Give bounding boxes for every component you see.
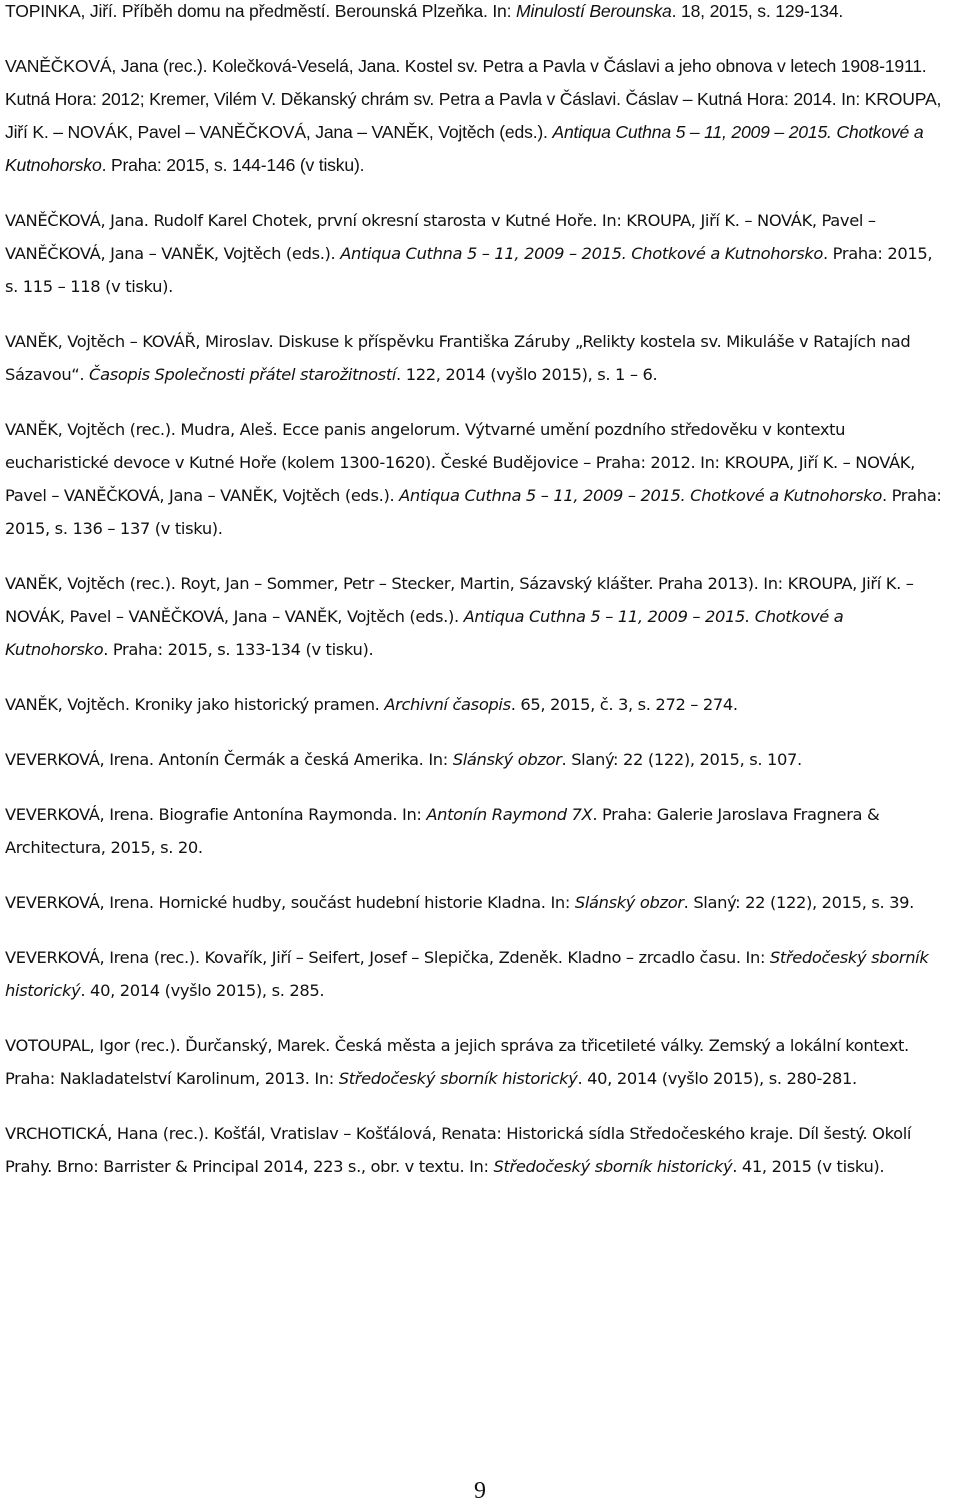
entry-text: VEVERKOVÁ, Irena (rec.). Kovařík, Jiří – Seifert, Josef – Slepička, Zdeněk. Kladno – zrcadlo času. In: [5, 948, 770, 967]
bibliography-entry [5, 567, 950, 666]
bibliography-list [5, 0, 950, 1183]
entry-text: . Praha: Galerie Jaroslava Fragnera & Architectura, 2015, s. 20. [5, 805, 880, 857]
entry-text: . 40, 2014 (vyšlo 2015), s. 280-281. [577, 1069, 857, 1088]
entry-italic-title: Středočeský sborník historický [5, 948, 929, 1000]
entry-text: . Praha: 2015, s. 115 – 118 (v tisku). [5, 244, 933, 296]
entry-italic-title: Slánský obzor [452, 750, 562, 769]
entry-text: . 40, 2014 (vyšlo 2015), s. 285. [80, 981, 325, 1000]
bibliography-entry [5, 413, 950, 545]
entry-text: VEVERKOVÁ, Irena. Antonín Čermák a česká Amerika. In: [5, 750, 453, 769]
bibliography-entry [5, 886, 950, 919]
entry-text: VRCHOTICKÁ, Hana (rec.). Košťál, Vratislav – Košťálová, Renata: Historická sídla Středočeského kraje. Díl šestý. Okolí Prahy. Brno: Barrister & Principal 2014, 223 s., obr. v textu. In: [5, 1124, 912, 1176]
entry-text: VEVERKOVÁ, Irena. Hornické hudby, součást hudební historie Kladna. In: [5, 893, 575, 912]
bibliography-entry [5, 798, 950, 864]
entry-italic-title: Antiqua Cuthna 5 – 11, 2009 – 2015. Chotkové a Kutnohorsko [5, 607, 844, 659]
entry-italic-title: Středočeský sborník historický [493, 1157, 733, 1176]
bibliography-entry [5, 1029, 950, 1095]
entry-italic-title: Archivní časopis [384, 695, 511, 714]
bibliography-entry [5, 743, 950, 776]
bibliography-entry [5, 941, 950, 1007]
page-number: 9 [474, 1478, 486, 1504]
entry-italic-title: Antiqua Cuthna 5 – 11, 2009 – 2015. Chotkové a Kutnohorsko [399, 486, 882, 505]
entry-text: . 18, 2015, s. 129-134. [671, 1, 844, 21]
bibliography-entry [5, 688, 950, 721]
entry-italic-title: Středočeský sborník historický [338, 1069, 578, 1088]
entry-text: . 41, 2015 (v tisku). [732, 1157, 885, 1176]
entry-italic-title: Minulostí Berounska [516, 1, 672, 21]
entry-text: VOTOUPAL, Igor (rec.). Ďurčanský, Marek. Česká města a jejich správa za třicetileté války. Zemský a lokální kontext. Praha: Nakladatelství Karolinum, 2013. In: [5, 1036, 909, 1088]
bibliography-entry [5, 50, 950, 182]
entry-text: . Praha: 2015, s. 144-146 (v tisku). [101, 155, 365, 175]
entry-italic-title: Časopis Společnosti přátel starožitností [89, 365, 397, 384]
bibliography-entry [5, 1117, 950, 1183]
entry-italic-title: Antiqua Cuthna 5 – 11, 2009 – 2015. Chotkové a Kutnohorsko [5, 122, 924, 175]
entry-text: . Praha: 2015, s. 133-134 (v tisku). [103, 640, 374, 659]
bibliography-entry [5, 0, 950, 28]
entry-text: VANĚK, Vojtěch (rec.). Royt, Jan – Sommer, Petr – Stecker, Martin, Sázavský klášter. Praha 2013). In: KROUPA, Jiří K. – NOVÁK, Pavel – VANĚČKOVÁ, Jana – VANĚK, Vojtěch (eds.). [5, 574, 914, 626]
bibliography-entry [5, 325, 950, 391]
entry-text: TOPINKA, Jiří. Příběh domu na předměstí. Berounská Plzeňka. In: [5, 1, 517, 21]
entry-italic-title: Slánský obzor [574, 893, 684, 912]
entry-italic-title: Antiqua Cuthna 5 – 11, 2009 – 2015. Chotkové a Kutnohorsko [340, 244, 824, 263]
entry-text: . 122, 2014 (vyšlo 2015), s. 1 – 6. [396, 365, 658, 384]
entry-text: VEVERKOVÁ, Irena. Biografie Antonína Raymonda. In: [5, 805, 427, 824]
entry-text: . 65, 2015, č. 3, s. 272 – 274. [510, 695, 738, 714]
entry-text: VANĚK, Vojtěch – KOVÁŘ, Miroslav. Diskuse k příspěvku Františka Záruby „Relikty kostela sv. Mikuláše v Ratajích nad Sázavou“. [5, 332, 911, 384]
entry-text: VANĚČKOVÁ, Jana (rec.). Kolečková-Veselá, Jana. Kostel sv. Petra a Pavla v Čáslavi a jeho obnova v letech 1908-1911. Kutná Hora: 2012; Kremer, Vilém V. Děkanský chrám sv. Petra a Pavla v Čáslavi. Čáslav – Kutná Hora: 2014. In: KROUPA, Jiří K. – NOVÁK, Pavel – VANĚČKOVÁ, Jana – VANĚK, Vojtěch (eds.). [5, 56, 942, 142]
entry-text: . Slaný: 22 (122), 2015, s. 39. [683, 893, 914, 912]
entry-italic-title: Antonín Raymond 7X [426, 805, 593, 824]
entry-text: VANĚK, Vojtěch (rec.). Mudra, Aleš. Ecce panis angelorum. Výtvarné umění pozdního středověku v kontextu eucharistické devoce v Kutné Hoře (kolem 1300-1620). České Budějovice – Praha: 2012. In: KROUPA, Jiří K. – NOVÁK, Pavel – VANĚČKOVÁ, Jana – VANĚK, Vojtěch (eds.). [5, 420, 915, 505]
entry-text: VANĚK, Vojtěch. Kroniky jako historický pramen. [5, 695, 385, 714]
entry-text: . Praha: 2015, s. 136 – 137 (v tisku). [5, 486, 942, 538]
entry-text: . Slaný: 22 (122), 2015, s. 107. [561, 750, 802, 769]
bibliography-entry [5, 204, 950, 303]
entry-text: VANĚČKOVÁ, Jana. Rudolf Karel Chotek, první okresní starosta v Kutné Hoře. In: KROUPA, Jiří K. – NOVÁK, Pavel – VANĚČKOVÁ, Jana – VANĚK, Vojtěch (eds.). [5, 211, 876, 263]
